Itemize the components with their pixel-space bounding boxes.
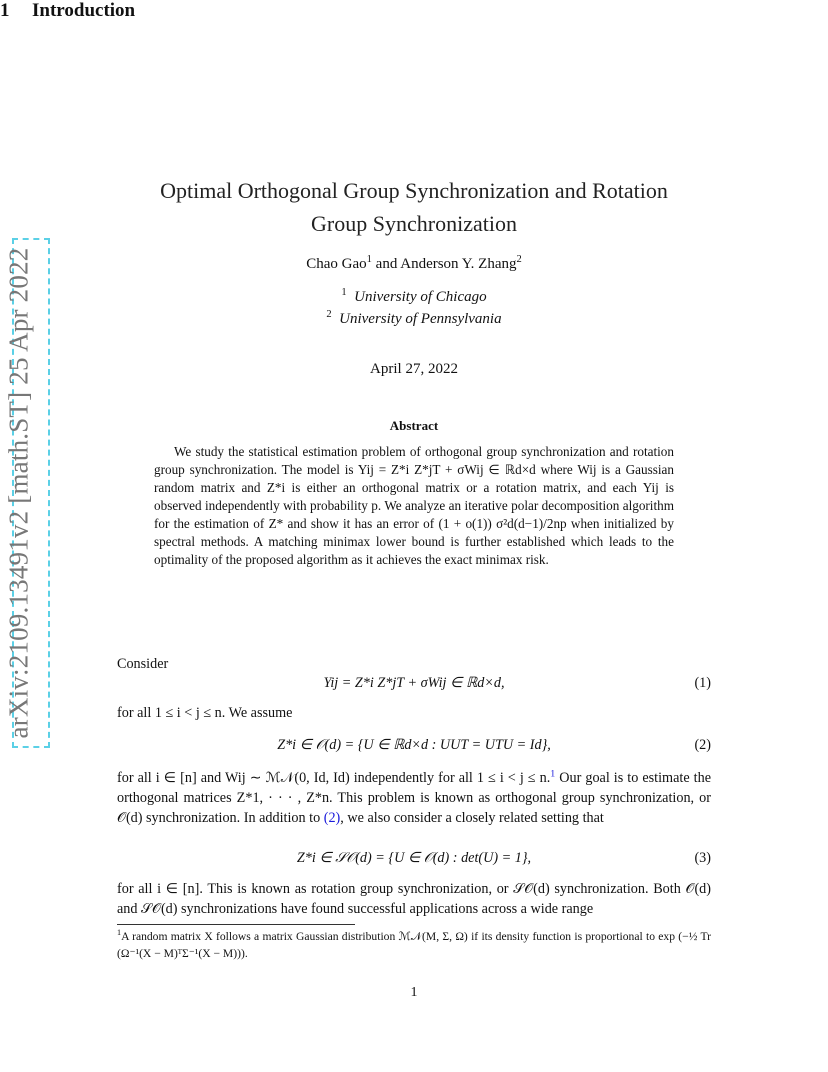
paragraph-assume: for all 1 ≤ i < j ≤ n. We assume [117,705,293,721]
paragraph-goal-part-1: for all i ∈ [n] and Wij ∼ ℳ𝒩(0, Id, Id) independently for all 1 ≤ i < j ≤ n. [117,770,551,786]
title-line-1: Optimal Orthogonal Group Synchronization and Rotation [160,178,668,203]
section-title: Introduction [32,0,136,21]
paper-date: April 27, 2022 [370,361,458,377]
abstract-text: We study the statistical estimation problem of orthogonal group synchronization and rotation group synchronization. The model is Yij = Z*i Z*jT + σWij ∈ ℝd×d where Wij is a Gaussian random matrix and Z*i is either an orthogonal matrix or a rotation matrix, and each Yij is observed independently with probability p. We analyze an iterative polar decomposition algorithm for the estimation of Z* and show it has an error of (1 + o(1)) σ²d(d−1)/2np when initialized by spectral methods. A matching minimax lower bound is further established which leads to the optimality of the proposed algorithm as it achieves the exact minimax risk. [154,444,674,567]
footnote-1-link[interactable]: 1 [550,768,556,780]
paragraph-consider: Consider [117,656,169,672]
affiliation-1-mark: 1 [341,287,347,298]
paragraph-goal [117,768,711,828]
paragraph-goal-part-3: , we also consider a closely related setting that [340,810,604,826]
affiliation-2-name: University of Pennsylvania [339,311,502,327]
equation-1-body: Yij = Z*i Z*jT + σWij ∈ ℝd×d, [323,675,505,691]
footnote-1-number: 1 [117,928,122,938]
page-number: 1 [410,985,418,1000]
equation-3 [117,850,711,872]
abstract-heading: Abstract [389,418,439,433]
equation-3-number: (3) [694,850,711,866]
equation-2-number: (2) [694,737,711,753]
author-list [0,256,828,273]
affiliation-2 [0,311,828,328]
section-heading [0,0,828,22]
equation-2 [117,737,711,759]
paper-title [0,174,828,240]
equation-1-number: (1) [694,675,711,691]
author-2-affiliation-mark: 2 [516,254,522,265]
equation-1 [117,675,711,697]
footnote-1-text: A random matrix X follows a matrix Gaussian distribution ℳ𝒩(M, Σ, Ω) if its density function is proportional to exp (−½ Tr (Ω⁻¹(X − M)ᵀΣ⁻¹(X − M))). [117,930,711,960]
title-line-2: Group Synchronization [311,211,517,236]
author-1: Chao Gao [306,256,367,272]
equation-2-body: Z*i ∈ 𝒪(d) = {U ∈ ℝd×d : UUT = UTU = Id}, [277,737,551,753]
equation-2-reference-link[interactable]: (2) [323,810,341,826]
paragraph-rotation: for all i ∈ [n]. This is known as rotation group synchronization, or 𝒮𝒪(d) synchronization. Both 𝒪(d) and 𝒮𝒪(d) synchronizations have found successful applications across a wide range [117,881,711,917]
section-number: 1 [0,0,10,21]
author-2: and Anderson Y. Zhang [371,256,517,272]
arxiv-identifier: arXiv:2109.13491v2 [math.ST] 25 Apr 2022 [3,247,34,739]
equation-3-body: Z*i ∈ 𝒮𝒪(d) = {U ∈ 𝒪(d) : det(U) = 1}, [296,850,532,866]
affiliation-2-mark: 2 [326,309,332,320]
affiliation-1-name: University of Chicago [354,289,487,305]
footnote-divider [117,924,355,925]
footnote-1 [117,928,711,962]
author-1-affiliation-mark: 1 [366,254,372,265]
paragraph-goal-part-2: Our goal is to estimate the orthogonal matrices Z*1, · · · , Z*n. This problem is known as orthogonal group synchronization, or 𝒪(d) synchronization. In addition to [117,770,711,826]
affiliation-1 [0,289,828,306]
